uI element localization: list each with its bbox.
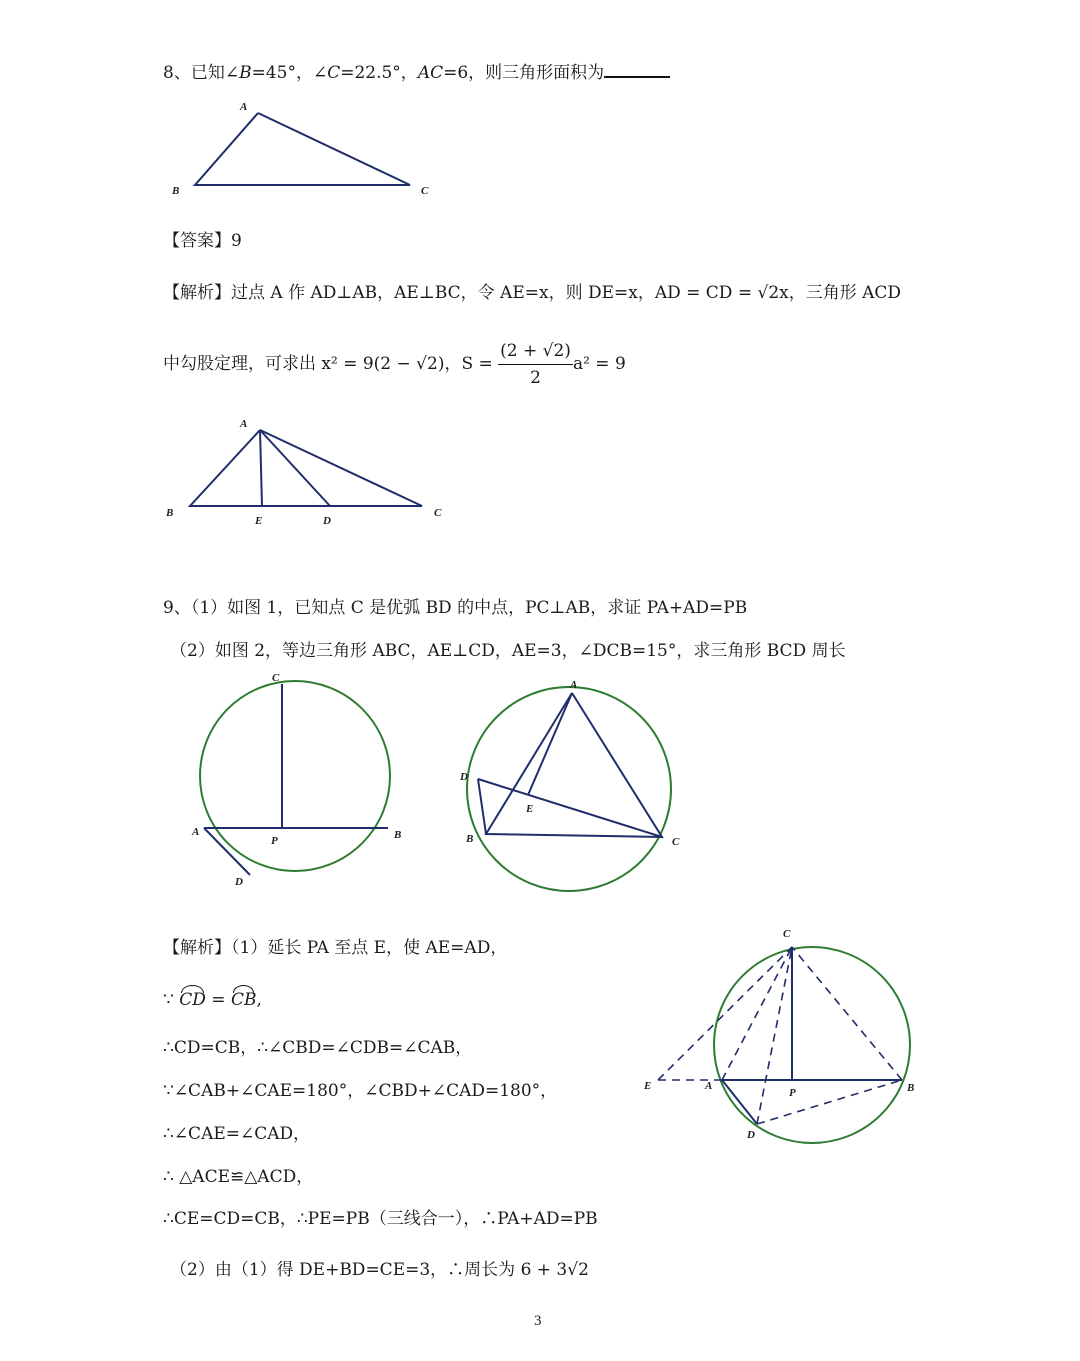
arc-cd: CD [179, 990, 206, 1010]
segment-ad [722, 1080, 757, 1124]
segment-ae [528, 693, 572, 795]
label-a: A [240, 418, 248, 430]
q9-part2: （2）如图 2，等边三角形 ABC，AE⊥CD，AE=3，∠DCB=15°，求三角形 BCD 周长 [170, 641, 846, 661]
triangle-abc [195, 113, 410, 185]
circle [714, 947, 910, 1143]
label-e: E [255, 515, 263, 527]
triangle-abc [486, 693, 662, 837]
q8-prefix: 8、已知∠ [163, 63, 240, 83]
label-c: C [272, 672, 280, 684]
figure-9-1 [180, 665, 420, 895]
solution-line6: ∴ △ACE≌△ACD， [163, 1167, 314, 1187]
q8-side-ac: AC [417, 63, 444, 83]
triangle-abc-solution [190, 430, 422, 506]
q9-part1: 9、（1）如图 1，已知点 C 是优弧 BD 的中点，PC⊥AB，求证 PA+AD=PB [163, 598, 748, 618]
segment-ad [260, 430, 330, 506]
q8-question [163, 60, 670, 84]
arc-cb: CB [230, 990, 257, 1010]
q8-angle-b-value: =45°，∠ [251, 63, 328, 83]
label-b: B [466, 833, 474, 845]
q8-angle-c-value: =22.5°， [340, 63, 418, 83]
q8-angle-b: B [239, 63, 252, 83]
answer-label: 【答案】 [163, 231, 231, 251]
segment-db [757, 1080, 902, 1124]
figure-9-solution [640, 925, 930, 1150]
answer-blank [604, 60, 670, 78]
segment-ec [658, 947, 792, 1080]
solution-line4: ∵∠CAB+∠CAE=180°，∠CBD+∠CAD=180°， [163, 1081, 558, 1101]
label-d: D [747, 1129, 755, 1141]
label-d: D [460, 771, 468, 783]
analysis-text-2b: a² = 9 [572, 354, 626, 374]
solution-line5: ∴∠CAE=∠CAD， [163, 1124, 311, 1144]
analysis-text-1: 过点 A 作 AD⊥AB，AE⊥BC，令 AE=x，则 DE=x，AD = CD = √2x，三角形 ACD [231, 283, 902, 303]
answer-value: 9 [231, 231, 242, 251]
circle [200, 681, 390, 871]
label-a: A [192, 826, 200, 838]
segment-ad [204, 828, 250, 875]
label-c: C [434, 507, 442, 519]
circle [467, 687, 671, 891]
q8-angle-c: C [327, 63, 341, 83]
analysis-label: 【解析】 [163, 283, 231, 303]
solution-label: 【解析】 [163, 938, 231, 958]
because-symbol: ∵ [163, 990, 180, 1010]
label-e: E [644, 1080, 652, 1092]
label-p: P [789, 1087, 796, 1099]
figure-q8-solution [160, 410, 460, 535]
q8-answer [163, 230, 242, 252]
analysis-text-2a: 中勾股定理，可求出 x² = 9(2 − √2)，S = [163, 354, 493, 374]
label-b: B [172, 185, 180, 197]
page-number: 3 [534, 1313, 542, 1329]
q8-side-ac-value: =6，则三角形面积为 [443, 63, 605, 83]
solution-line7: ∴CE=CD=CB，∴PE=PB（三线合一），∴PA+AD=PB [163, 1209, 598, 1229]
fraction-denominator: 2 [530, 368, 541, 388]
segment-bc [792, 947, 902, 1080]
label-d: D [323, 515, 331, 527]
segment-ac [722, 947, 792, 1080]
label-d: D [235, 876, 243, 888]
q8-analysis-line2 [163, 338, 626, 391]
equals-sign: = [205, 990, 231, 1010]
label-c: C [421, 185, 429, 197]
segment-dc [478, 779, 662, 837]
label-p: P [271, 835, 278, 847]
solution-line2 [163, 989, 262, 1011]
segment-db [478, 779, 486, 834]
label-c: C [783, 928, 791, 940]
figure-9-2 [450, 675, 700, 900]
label-e: E [526, 803, 534, 815]
label-a: A [240, 101, 248, 113]
label-a: A [570, 679, 578, 691]
segment-dc [757, 947, 792, 1124]
solution-line1 [163, 937, 507, 959]
label-b: B [166, 507, 174, 519]
segment-ae [260, 430, 262, 506]
fraction-numerator: (2 + √2) [498, 338, 573, 365]
figure-q8-triangle [160, 95, 450, 205]
area-fraction [498, 338, 573, 391]
label-a: A [705, 1080, 713, 1092]
solution-line3: ∴CD=CB，∴∠CBD=∠CDB=∠CAB， [163, 1038, 473, 1058]
solution-step1: （1）延长 PA 至点 E，使 AE=AD， [231, 938, 508, 958]
q8-analysis-line1 [163, 282, 901, 304]
label-b: B [907, 1082, 915, 1094]
comma: , [256, 990, 262, 1010]
label-c: C [672, 836, 680, 848]
solution-line8: （2）由（1）得 DE+BD=CE=3，∴周长为 6 + 3√2 [170, 1260, 589, 1280]
label-b: B [394, 829, 402, 841]
